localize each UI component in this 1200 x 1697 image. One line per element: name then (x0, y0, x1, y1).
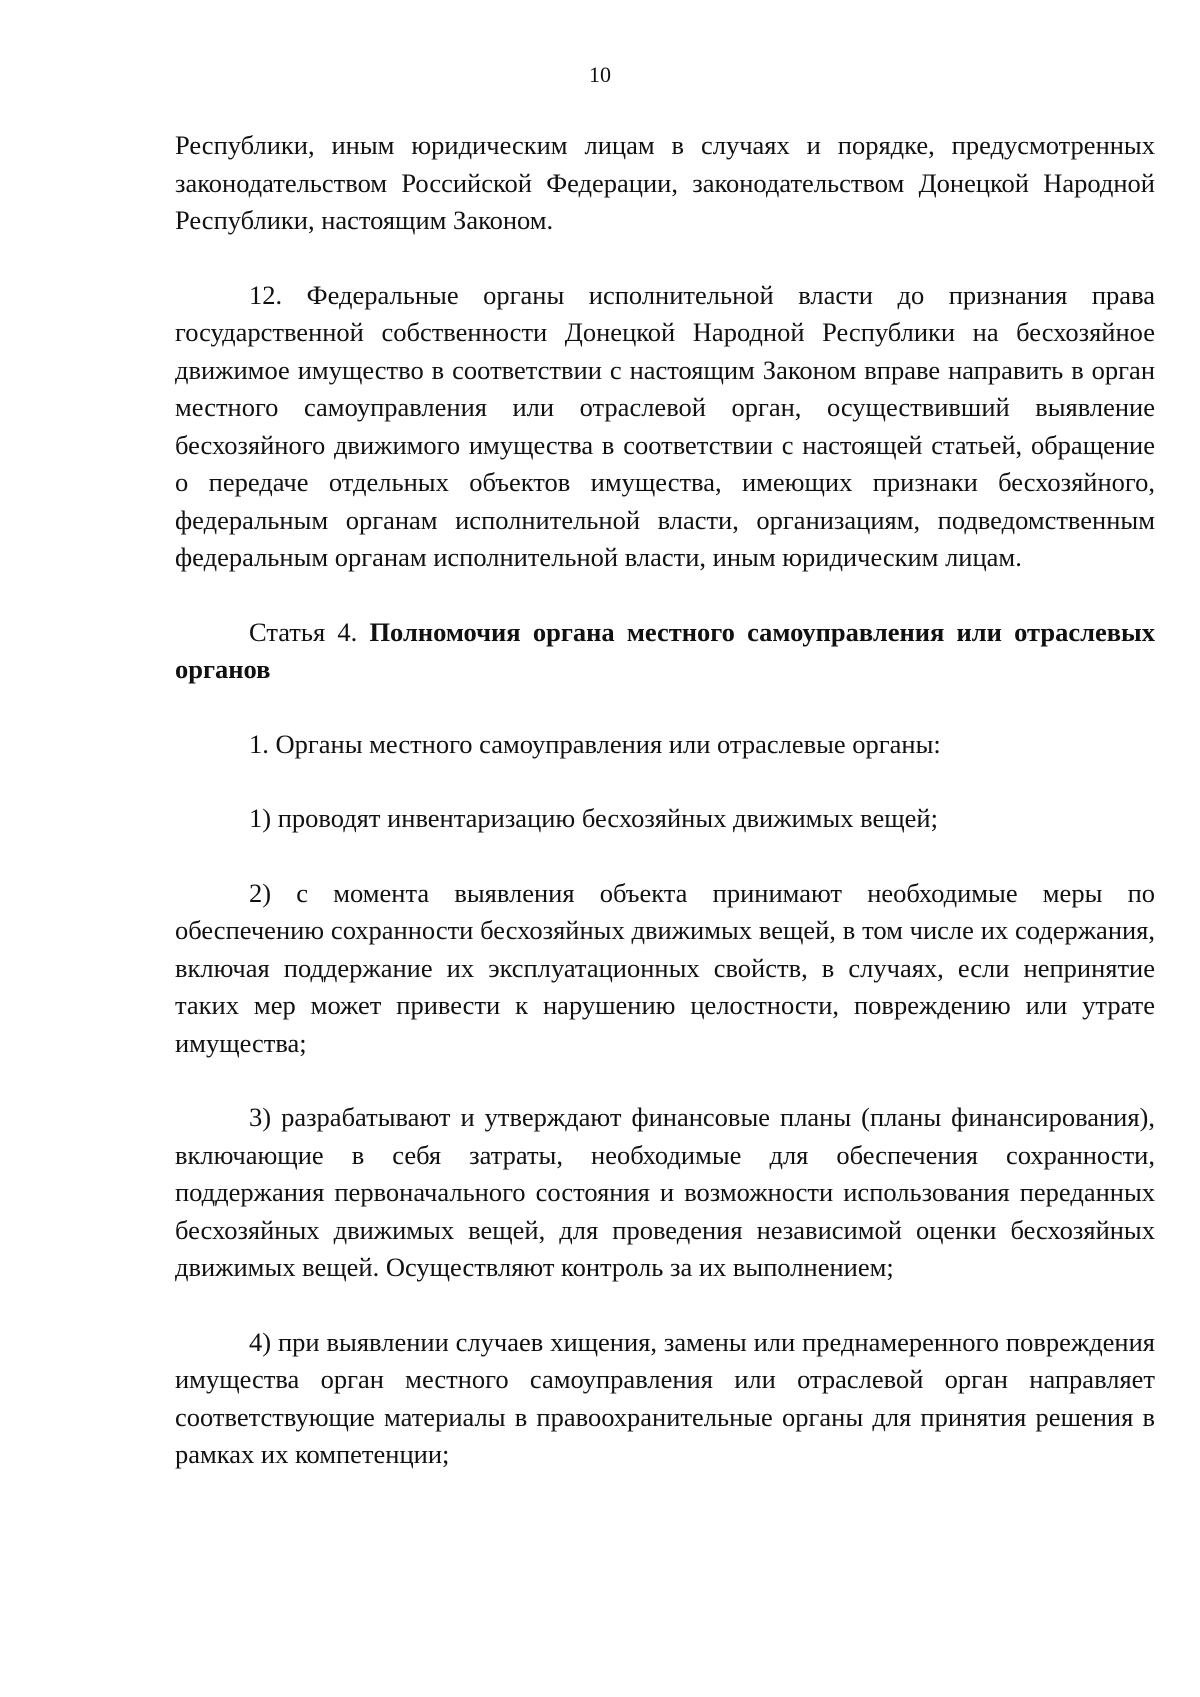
subclause-4: 4) при выявлении случаев хищения, замены или преднамеренного повреждения имущества орган местного самоуправления или отраслевой орган направляет соответствующие материалы в правоохранительные органы для принятия решения в рамках их компетенции; (175, 1326, 1155, 1469)
document-body (175, 127, 1155, 1511)
subclause-1: 1) проводят инвентаризацию бесхозяйных движимых вещей; (249, 803, 938, 833)
paragraph-continuation: Республики, иным юридическим лицам в случаях и порядке, предусмотренных законодательством Российской Федерации, законодательством Донецкой Народной Республики, настоящим Законом. (175, 130, 1155, 235)
article-title: Полномочия органа местного самоуправления или отраслевых органов (175, 616, 1155, 684)
page-number: 10 (589, 62, 611, 87)
subclause-2: 2) с момента выявления объекта принимают необходимые меры по обеспечению сохранности бесхозяйных движимых вещей, в том числе их содержания, включая поддержание их эксплуатационных свойств, в случаях, если непринятие таких мер может привести к нарушению целостности, повреждению или утрате имущества; (175, 877, 1155, 1058)
article-heading (175, 614, 1155, 689)
article-label: Статья 4. (249, 616, 358, 647)
subclause-3: 3) разрабатывают и утверждают финансовые планы (планы финансирования), включающие в себя затраты, необходимые для обеспечения сохранности, поддержания первоначального состояния и возможности использования переданных бесхозяйных движимых вещей, для проведения независимой оценки бесхозяйных движимых вещей. Осуществляют контроль за их выполнением; (175, 1102, 1155, 1282)
clause-1: 1. Органы местного самоуправления или отраслевые органы: (249, 728, 941, 759)
paragraph-12: 12. Федеральные органы исполнительной власти до признания права государственной собственности Донецкой Народной Республики на бесхозяйное движимое имущество в соответствии с настоящим Законом вправе направить в орган местного самоуправления или отраслевой орган, осуществивший выявление бесхозяйного движимого имущества в соответствии с настоящей статьей, обращение о передаче отдельных объектов имущества, имеющих признаки бесхозяйного, федеральным органам исполнительной власти, организациям, подведомственным федеральным органам исполнительной власти, иным юридическим лицам. (175, 279, 1155, 572)
